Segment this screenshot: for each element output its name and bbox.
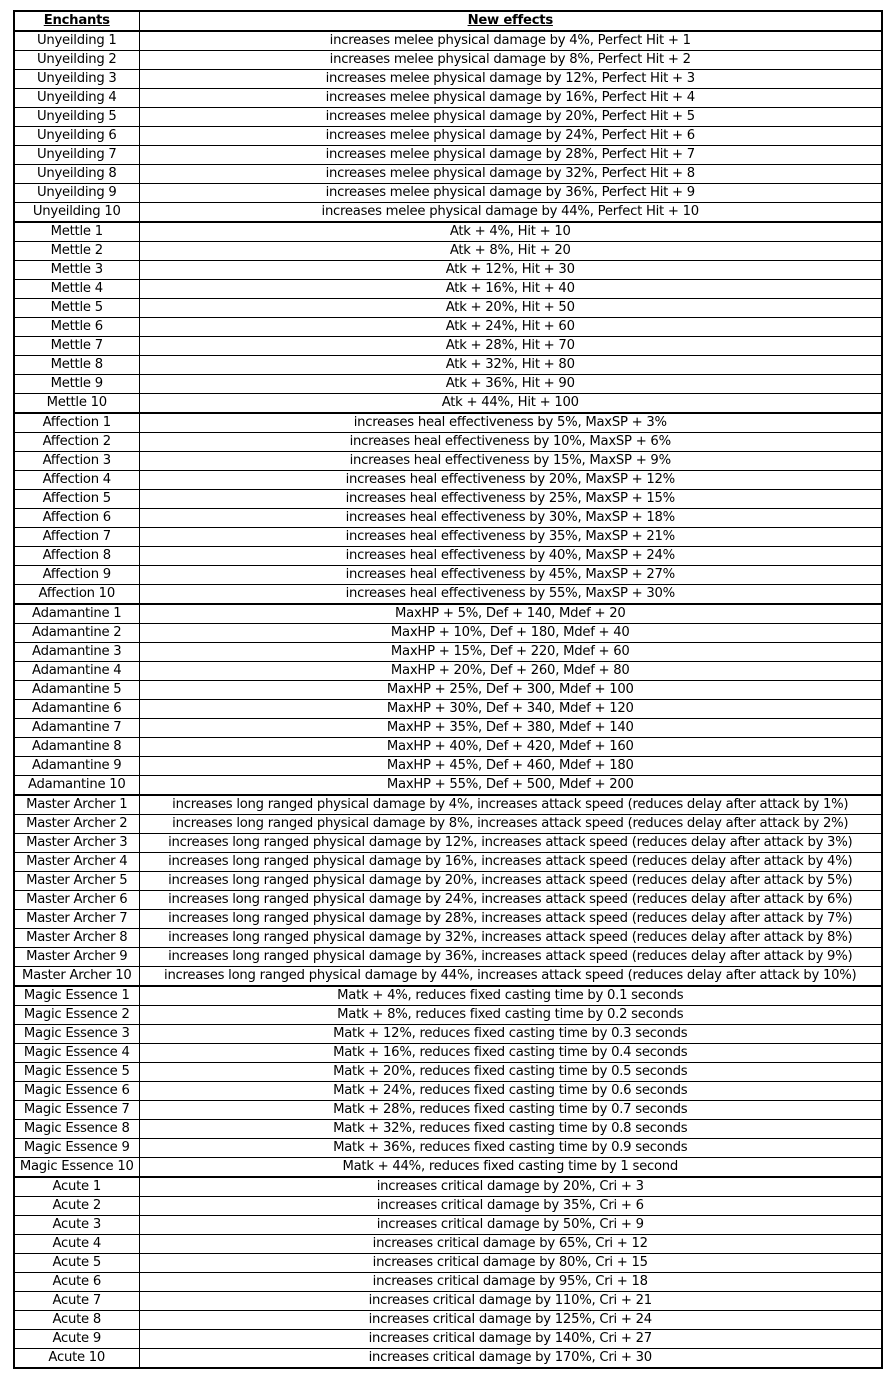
enchant-name-cell: Affection 5: [14, 490, 139, 509]
effect-cell: increases heal effectiveness by 10%, MaxSP + 6%: [139, 433, 882, 452]
table-row: [14, 1197, 882, 1216]
table-row: [14, 89, 882, 108]
table-row: [14, 528, 882, 547]
enchant-name-cell: Mettle 6: [14, 318, 139, 337]
enchant-name-cell: Adamantine 7: [14, 719, 139, 738]
effect-cell: increases critical damage by 80%, Cri + 15: [139, 1254, 882, 1273]
table-row: [14, 738, 882, 757]
enchant-name-cell: Affection 9: [14, 566, 139, 585]
table-row: [14, 51, 882, 70]
effect-cell: MaxHP + 5%, Def + 140, Mdef + 20: [139, 604, 882, 624]
table-row: [14, 872, 882, 891]
enchant-name-cell: Mettle 2: [14, 242, 139, 261]
effect-cell: Matk + 32%, reduces fixed casting time by 0.8 seconds: [139, 1120, 882, 1139]
effect-cell: increases long ranged physical damage by 36%, increases attack speed (reduces delay after attack by 9%): [139, 948, 882, 967]
table-row: [14, 604, 882, 624]
table-row: [14, 1273, 882, 1292]
header-new-effects: New effects: [139, 11, 882, 31]
enchant-name-cell: Acute 8: [14, 1311, 139, 1330]
enchant-name-cell: Master Archer 4: [14, 853, 139, 872]
effect-cell: MaxHP + 30%, Def + 340, Mdef + 120: [139, 700, 882, 719]
table-row: [14, 1311, 882, 1330]
enchant-name-cell: Unyeilding 9: [14, 184, 139, 203]
enchant-name-cell: Master Archer 9: [14, 948, 139, 967]
effect-cell: increases long ranged physical damage by 16%, increases attack speed (reduces delay after attack by 4%): [139, 853, 882, 872]
effect-cell: increases long ranged physical damage by 4%, increases attack speed (reduces delay after attack by 1%): [139, 795, 882, 815]
table-row: [14, 471, 882, 490]
effect-cell: MaxHP + 15%, Def + 220, Mdef + 60: [139, 643, 882, 662]
effect-cell: increases heal effectiveness by 40%, MaxSP + 24%: [139, 547, 882, 566]
enchant-name-cell: Mettle 8: [14, 356, 139, 375]
effect-cell: MaxHP + 35%, Def + 380, Mdef + 140: [139, 719, 882, 738]
table-row: [14, 853, 882, 872]
table-row: [14, 1139, 882, 1158]
enchant-name-cell: Master Archer 7: [14, 910, 139, 929]
table-row: [14, 165, 882, 184]
enchant-name-cell: Master Archer 8: [14, 929, 139, 948]
enchant-name-cell: Magic Essence 5: [14, 1063, 139, 1082]
effect-cell: increases melee physical damage by 44%, Perfect Hit + 10: [139, 203, 882, 223]
table-row: [14, 795, 882, 815]
enchant-name-cell: Magic Essence 10: [14, 1158, 139, 1178]
effect-cell: Atk + 20%, Hit + 50: [139, 299, 882, 318]
effect-cell: Atk + 36%, Hit + 90: [139, 375, 882, 394]
table-row: [14, 1044, 882, 1063]
table-row: [14, 1349, 882, 1369]
enchant-name-cell: Mettle 10: [14, 394, 139, 414]
effect-cell: increases melee physical damage by 4%, Perfect Hit + 1: [139, 31, 882, 51]
effect-cell: increases long ranged physical damage by 20%, increases attack speed (reduces delay after attack by 5%): [139, 872, 882, 891]
effect-cell: increases critical damage by 50%, Cri + 9: [139, 1216, 882, 1235]
effect-cell: increases heal effectiveness by 55%, MaxSP + 30%: [139, 585, 882, 605]
effect-cell: increases melee physical damage by 20%, Perfect Hit + 5: [139, 108, 882, 127]
table-row: [14, 490, 882, 509]
effect-cell: MaxHP + 20%, Def + 260, Mdef + 80: [139, 662, 882, 681]
effect-cell: increases heal effectiveness by 5%, MaxSP + 3%: [139, 413, 882, 433]
enchant-name-cell: Magic Essence 1: [14, 986, 139, 1006]
effect-cell: Matk + 8%, reduces fixed casting time by 0.2 seconds: [139, 1006, 882, 1025]
enchant-name-cell: Magic Essence 9: [14, 1139, 139, 1158]
enchant-name-cell: Unyeilding 8: [14, 165, 139, 184]
table-row: [14, 127, 882, 146]
table-row: [14, 318, 882, 337]
header-row: [14, 11, 882, 31]
effect-cell: increases long ranged physical damage by 32%, increases attack speed (reduces delay after attack by 8%): [139, 929, 882, 948]
effect-cell: increases melee physical damage by 28%, Perfect Hit + 7: [139, 146, 882, 165]
effect-cell: increases long ranged physical damage by 12%, increases attack speed (reduces delay after attack by 3%): [139, 834, 882, 853]
table-row: [14, 108, 882, 127]
effect-cell: Matk + 12%, reduces fixed casting time by 0.3 seconds: [139, 1025, 882, 1044]
header-enchants: Enchants: [14, 11, 139, 31]
table-row: [14, 433, 882, 452]
enchant-name-cell: Acute 2: [14, 1197, 139, 1216]
table-row: [14, 1082, 882, 1101]
enchant-name-cell: Affection 6: [14, 509, 139, 528]
table-row: [14, 967, 882, 987]
enchant-name-cell: Magic Essence 4: [14, 1044, 139, 1063]
effect-cell: Matk + 36%, reduces fixed casting time by 0.9 seconds: [139, 1139, 882, 1158]
effect-cell: increases melee physical damage by 16%, Perfect Hit + 4: [139, 89, 882, 108]
effect-cell: increases critical damage by 35%, Cri + 6: [139, 1197, 882, 1216]
table-row: [14, 719, 882, 738]
table-row: [14, 146, 882, 165]
enchant-name-cell: Unyeilding 7: [14, 146, 139, 165]
effect-cell: Atk + 24%, Hit + 60: [139, 318, 882, 337]
table-row: [14, 280, 882, 299]
effect-cell: increases heal effectiveness by 45%, MaxSP + 27%: [139, 566, 882, 585]
effect-cell: Matk + 24%, reduces fixed casting time by 0.6 seconds: [139, 1082, 882, 1101]
effect-cell: increases melee physical damage by 36%, Perfect Hit + 9: [139, 184, 882, 203]
enchant-name-cell: Unyeilding 4: [14, 89, 139, 108]
enchant-name-cell: Acute 4: [14, 1235, 139, 1254]
table-row: [14, 375, 882, 394]
table-row: [14, 776, 882, 796]
effect-cell: increases critical damage by 125%, Cri + 24: [139, 1311, 882, 1330]
effect-cell: increases melee physical damage by 32%, Perfect Hit + 8: [139, 165, 882, 184]
enchant-name-cell: Affection 10: [14, 585, 139, 605]
enchant-name-cell: Master Archer 10: [14, 967, 139, 987]
effect-cell: increases heal effectiveness by 35%, MaxSP + 21%: [139, 528, 882, 547]
table-row: [14, 413, 882, 433]
effect-cell: increases critical damage by 170%, Cri + 30: [139, 1349, 882, 1369]
enchant-name-cell: Adamantine 3: [14, 643, 139, 662]
table-row: [14, 929, 882, 948]
enchant-name-cell: Master Archer 3: [14, 834, 139, 853]
effect-cell: increases long ranged physical damage by 8%, increases attack speed (reduces delay after attack by 2%): [139, 815, 882, 834]
enchant-name-cell: Affection 8: [14, 547, 139, 566]
table-row: [14, 891, 882, 910]
effect-cell: MaxHP + 45%, Def + 460, Mdef + 180: [139, 757, 882, 776]
effect-cell: increases heal effectiveness by 30%, MaxSP + 18%: [139, 509, 882, 528]
effect-cell: Matk + 44%, reduces fixed casting time by 1 second: [139, 1158, 882, 1178]
table-row: [14, 815, 882, 834]
enchant-name-cell: Unyeilding 2: [14, 51, 139, 70]
enchant-name-cell: Unyeilding 5: [14, 108, 139, 127]
table-row: [14, 203, 882, 223]
enchant-effects-table: [13, 10, 883, 1369]
table-body: [14, 31, 882, 1368]
effect-cell: increases heal effectiveness by 20%, MaxSP + 12%: [139, 471, 882, 490]
table-row: [14, 1120, 882, 1139]
table-row: [14, 242, 882, 261]
effect-cell: increases critical damage by 20%, Cri + 3: [139, 1177, 882, 1197]
effect-cell: increases heal effectiveness by 15%, MaxSP + 9%: [139, 452, 882, 471]
table-row: [14, 624, 882, 643]
table-row: [14, 1292, 882, 1311]
enchant-name-cell: Acute 6: [14, 1273, 139, 1292]
effect-cell: increases heal effectiveness by 25%, MaxSP + 15%: [139, 490, 882, 509]
effect-cell: Atk + 8%, Hit + 20: [139, 242, 882, 261]
table-row: [14, 986, 882, 1006]
table-row: [14, 662, 882, 681]
enchant-name-cell: Adamantine 9: [14, 757, 139, 776]
table-row: [14, 1025, 882, 1044]
table-row: [14, 261, 882, 280]
effect-cell: Atk + 4%, Hit + 10: [139, 222, 882, 242]
enchant-name-cell: Unyeilding 6: [14, 127, 139, 146]
table-row: [14, 452, 882, 471]
enchant-name-cell: Master Archer 5: [14, 872, 139, 891]
table-row: [14, 1330, 882, 1349]
enchant-name-cell: Unyeilding 1: [14, 31, 139, 51]
table-row: [14, 1235, 882, 1254]
enchant-name-cell: Adamantine 8: [14, 738, 139, 757]
table-row: [14, 31, 882, 51]
enchant-name-cell: Acute 10: [14, 1349, 139, 1369]
table-row: [14, 356, 882, 375]
table-row: [14, 222, 882, 242]
effect-cell: increases critical damage by 140%, Cri + 27: [139, 1330, 882, 1349]
effect-cell: Atk + 44%, Hit + 100: [139, 394, 882, 414]
effect-cell: increases critical damage by 95%, Cri + 18: [139, 1273, 882, 1292]
effect-cell: Atk + 12%, Hit + 30: [139, 261, 882, 280]
effect-cell: increases melee physical damage by 12%, Perfect Hit + 3: [139, 70, 882, 89]
enchant-name-cell: Acute 9: [14, 1330, 139, 1349]
enchant-name-cell: Master Archer 6: [14, 891, 139, 910]
effect-cell: MaxHP + 40%, Def + 420, Mdef + 160: [139, 738, 882, 757]
table-row: [14, 1177, 882, 1197]
effect-cell: increases long ranged physical damage by 28%, increases attack speed (reduces delay after attack by 7%): [139, 910, 882, 929]
effect-cell: increases long ranged physical damage by 24%, increases attack speed (reduces delay after attack by 6%): [139, 891, 882, 910]
effect-cell: increases critical damage by 110%, Cri + 21: [139, 1292, 882, 1311]
enchant-name-cell: Magic Essence 6: [14, 1082, 139, 1101]
effect-cell: Matk + 16%, reduces fixed casting time by 0.4 seconds: [139, 1044, 882, 1063]
table-row: [14, 509, 882, 528]
enchant-name-cell: Acute 3: [14, 1216, 139, 1235]
enchant-name-cell: Mettle 9: [14, 375, 139, 394]
enchant-name-cell: Master Archer 2: [14, 815, 139, 834]
table-row: [14, 910, 882, 929]
enchant-name-cell: Mettle 5: [14, 299, 139, 318]
table-row: [14, 184, 882, 203]
enchant-name-cell: Master Archer 1: [14, 795, 139, 815]
table-row: [14, 757, 882, 776]
table-row: [14, 566, 882, 585]
table-row: [14, 1063, 882, 1082]
table-row: [14, 948, 882, 967]
table-row: [14, 337, 882, 356]
enchant-name-cell: Magic Essence 3: [14, 1025, 139, 1044]
enchant-name-cell: Adamantine 6: [14, 700, 139, 719]
enchant-name-cell: Magic Essence 7: [14, 1101, 139, 1120]
effect-cell: Atk + 28%, Hit + 70: [139, 337, 882, 356]
effect-cell: MaxHP + 10%, Def + 180, Mdef + 40: [139, 624, 882, 643]
table-row: [14, 834, 882, 853]
table-row: [14, 1006, 882, 1025]
enchant-name-cell: Affection 3: [14, 452, 139, 471]
effect-cell: increases long ranged physical damage by 44%, increases attack speed (reduces delay after attack by 10%): [139, 967, 882, 987]
table-row: [14, 299, 882, 318]
effect-cell: MaxHP + 25%, Def + 300, Mdef + 100: [139, 681, 882, 700]
enchant-name-cell: Adamantine 5: [14, 681, 139, 700]
effect-cell: increases melee physical damage by 24%, Perfect Hit + 6: [139, 127, 882, 146]
enchant-name-cell: Magic Essence 8: [14, 1120, 139, 1139]
table-row: [14, 643, 882, 662]
effect-cell: MaxHP + 55%, Def + 500, Mdef + 200: [139, 776, 882, 796]
effect-cell: Atk + 32%, Hit + 80: [139, 356, 882, 375]
enchant-name-cell: Adamantine 2: [14, 624, 139, 643]
enchant-name-cell: Unyeilding 10: [14, 203, 139, 223]
table-row: [14, 1216, 882, 1235]
table-row: [14, 70, 882, 89]
table-row: [14, 1101, 882, 1120]
enchant-name-cell: Adamantine 4: [14, 662, 139, 681]
table-row: [14, 585, 882, 605]
enchant-name-cell: Affection 4: [14, 471, 139, 490]
enchant-name-cell: Mettle 4: [14, 280, 139, 299]
enchant-name-cell: Acute 5: [14, 1254, 139, 1273]
table-row: [14, 394, 882, 414]
enchant-name-cell: Adamantine 1: [14, 604, 139, 624]
enchant-name-cell: Mettle 3: [14, 261, 139, 280]
table-row: [14, 547, 882, 566]
table-row: [14, 681, 882, 700]
effect-cell: Matk + 28%, reduces fixed casting time by 0.7 seconds: [139, 1101, 882, 1120]
effect-cell: Matk + 20%, reduces fixed casting time by 0.5 seconds: [139, 1063, 882, 1082]
effect-cell: increases critical damage by 65%, Cri + 12: [139, 1235, 882, 1254]
table-header: [14, 11, 882, 31]
enchant-name-cell: Magic Essence 2: [14, 1006, 139, 1025]
effect-cell: Atk + 16%, Hit + 40: [139, 280, 882, 299]
enchant-name-cell: Acute 1: [14, 1177, 139, 1197]
enchant-name-cell: Adamantine 10: [14, 776, 139, 796]
enchant-name-cell: Affection 7: [14, 528, 139, 547]
enchant-name-cell: Unyeilding 3: [14, 70, 139, 89]
table-row: [14, 1158, 882, 1178]
enchant-name-cell: Acute 7: [14, 1292, 139, 1311]
enchant-name-cell: Mettle 7: [14, 337, 139, 356]
enchant-name-cell: Mettle 1: [14, 222, 139, 242]
table-row: [14, 700, 882, 719]
table-row: [14, 1254, 882, 1273]
enchant-name-cell: Affection 1: [14, 413, 139, 433]
enchant-name-cell: Affection 2: [14, 433, 139, 452]
effect-cell: Matk + 4%, reduces fixed casting time by 0.1 seconds: [139, 986, 882, 1006]
effect-cell: increases melee physical damage by 8%, Perfect Hit + 2: [139, 51, 882, 70]
